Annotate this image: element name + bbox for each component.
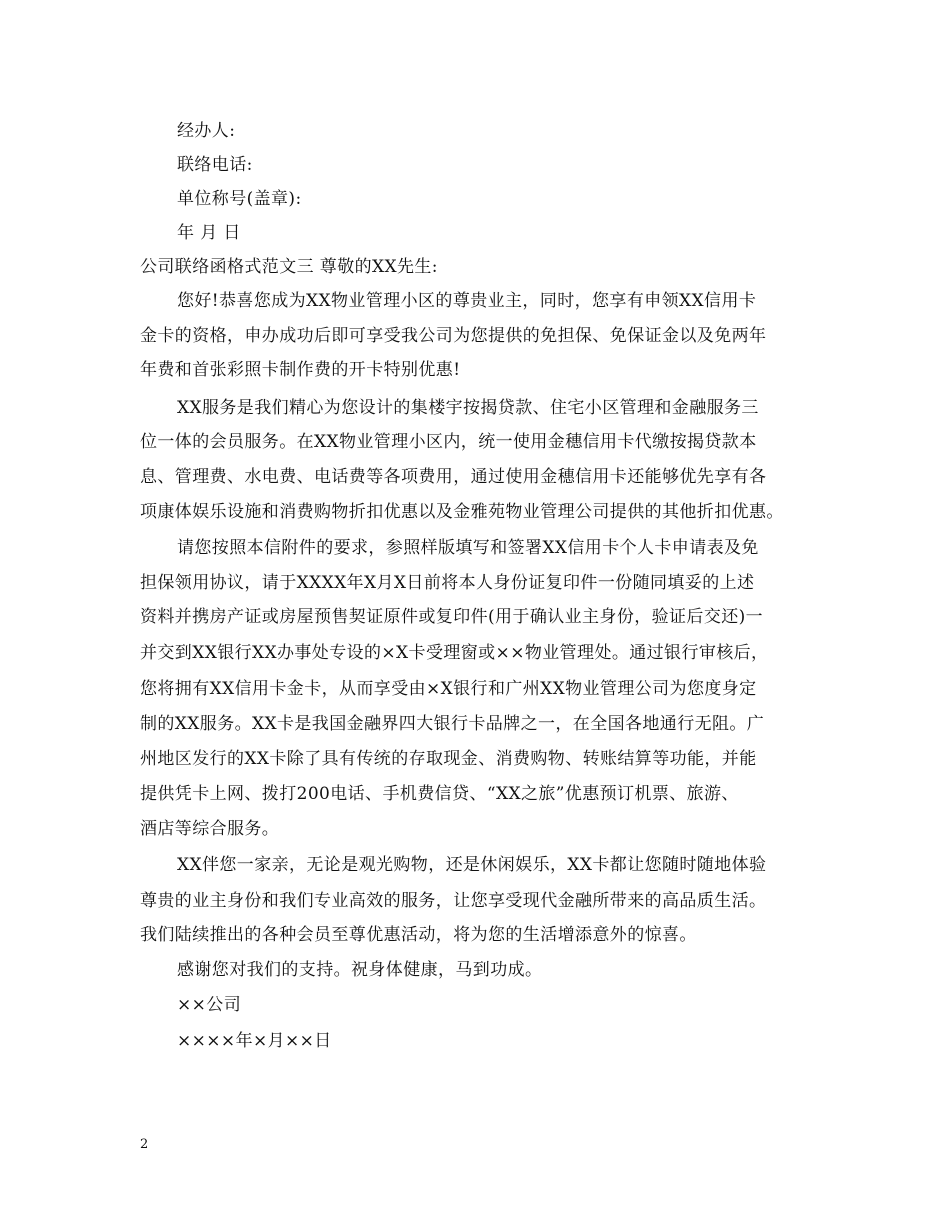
sender-name: ××公司	[177, 995, 242, 1015]
sent-date: ××××年×月××日	[177, 1031, 332, 1051]
paragraph-line: 您好!恭喜您成为XX物业管理小区的尊贵业主，同时，您享有申领XX信用卡	[177, 291, 757, 311]
paragraph-line: XX伴您一家亲，无论是观光购物，还是休闲娱乐，XX卡都让您随时随地体验	[177, 855, 767, 875]
paragraph-line: 您将拥有XX信用卡金卡，从而享受由×X银行和广州XX物业管理公司为您度身定	[140, 679, 757, 699]
paragraph-line: 金卡的资格，申办成功后即可享受我公司为您提供的免担保、免保证金以及免两年	[140, 326, 767, 346]
paragraph-line: 我们陆续推出的各种会员至尊优惠活动，将为您的生活增添意外的惊喜。	[140, 925, 697, 945]
paragraph-line: 请您按照本信附件的要求，参照样版填写和签署XX信用卡个人卡申请表及免	[177, 538, 759, 558]
section-heading: 公司联络函格式范文三 尊敬的XX先生:	[140, 257, 438, 277]
closing-line: 感谢您对我们的支持。祝身体健康，马到功成。	[177, 960, 543, 980]
paragraph-line: 年费和首张彩照卡制作费的开卡特别优惠!	[140, 360, 461, 380]
paragraph-line: 提供凭卡上网、拨打200电话、手机费信贷、“XX之旅”优惠预订机票、旅游、	[140, 784, 739, 804]
page-number: 2	[140, 1137, 149, 1152]
date-label: 年 月 日	[177, 223, 241, 243]
paragraph-line: XX服务是我们精心为您设计的集楼宇按揭贷款、住宅小区管理和金融服务三	[177, 398, 759, 418]
paragraph-line: 并交到XX银行XX办事处专设的×X卡受理窗或××物业管理处。通过银行审核后，	[140, 643, 769, 663]
handler-label: 经办人:	[177, 121, 236, 141]
paragraph-line: 州地区发行的XX卡除了具有传统的存取现金、消费购物、转账结算等功能，并能	[140, 749, 757, 769]
unit-label: 单位称号(盖章):	[177, 189, 302, 209]
paragraph-line: 位一体的会员服务。在XX物业管理小区内，统一使用金穗信用卡代缴按揭贷款本	[140, 432, 757, 452]
paragraph-line: 酒店等综合服务。	[140, 819, 280, 839]
paragraph-line: 担保领用协议，请于XXXX年X月X日前将本人身份证复印件一份随同填妥的上述	[140, 573, 755, 593]
paragraph-line: 制的XX服务。XX卡是我国金融界四大银行卡品牌之一，在全国各地通行无阻。广	[140, 714, 765, 734]
paragraph-line: 息、管理费、水电费、电话费等各项费用，通过使用金穗信用卡还能够优先享有各	[140, 467, 767, 487]
paragraph-line: 尊贵的业主身份和我们专业高效的服务，让您享受现代金融所带来的高品质生活。	[140, 891, 767, 911]
paragraph-line: 项康体娱乐设施和消费购物折扣优惠以及金雅苑物业管理公司提供的其他折扣优惠。	[140, 502, 784, 522]
paragraph-line: 资料并携房产证或房屋预售契证原件或复印件(用于确认业主身份，验证后交还)一	[140, 607, 764, 627]
phone-label: 联络电话:	[177, 155, 253, 175]
